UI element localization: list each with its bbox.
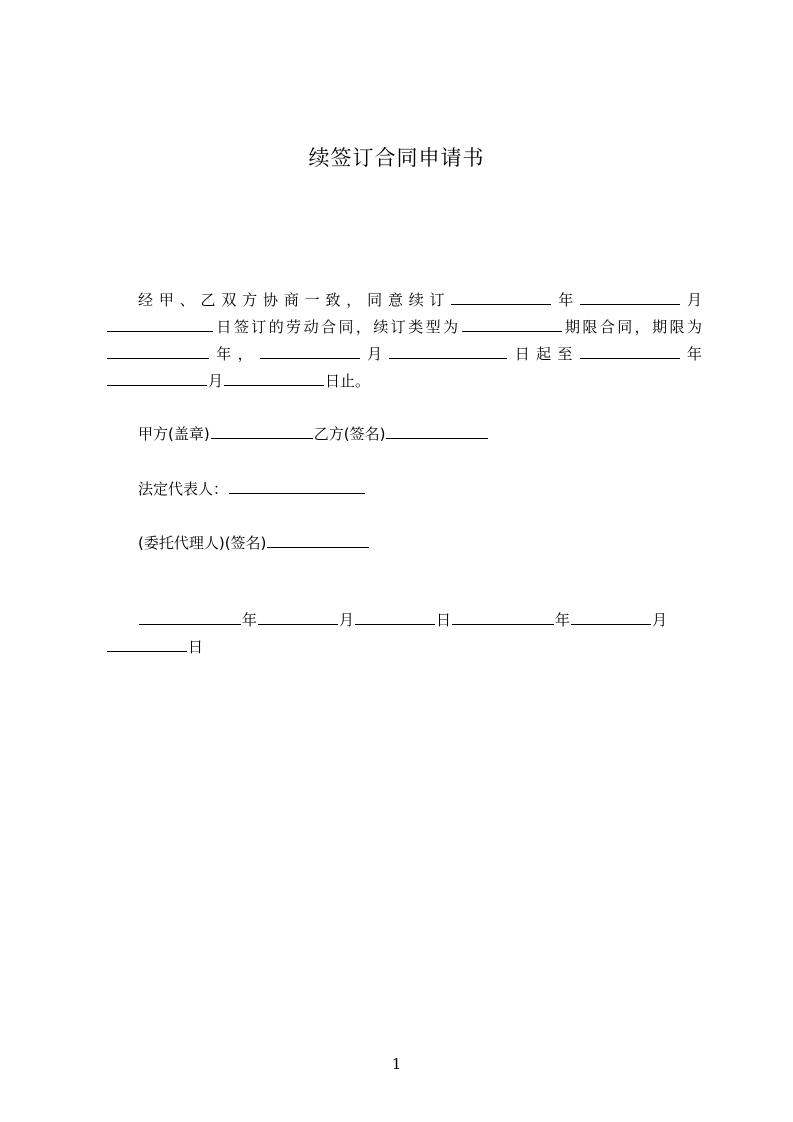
- contract-body-paragraph: [106, 287, 702, 395]
- agent-label: (委托代理人)(签名): [138, 534, 267, 552]
- party-b-label: 乙方(签名): [313, 425, 386, 443]
- signed-text: 日签订的劳动合同，续订类型为: [214, 318, 461, 336]
- end-year-label: 年: [680, 345, 702, 363]
- party-b-year-label: 年: [555, 611, 571, 629]
- signing-dates: [106, 607, 702, 661]
- intro-text: 经甲、乙双方协商一致，同意续订: [138, 291, 451, 309]
- party-b-signature-blank[interactable]: [386, 423, 488, 439]
- start-month-label: 月: [360, 345, 389, 363]
- party-b-month-blank[interactable]: [571, 609, 651, 625]
- start-day-blank[interactable]: [389, 343, 507, 359]
- agent-signature-line: [138, 530, 370, 557]
- contract-type-blank[interactable]: [462, 316, 562, 332]
- party-a-year-blank[interactable]: [139, 609, 241, 625]
- legal-representative-blank[interactable]: [229, 478, 365, 494]
- month-label: 月: [681, 291, 702, 309]
- party-a-year-label: 年: [242, 611, 258, 629]
- document-title: 续签订合同申请书: [308, 146, 485, 170]
- term-contract-text: 期限合同，期限为: [562, 318, 702, 336]
- end-text: 日止。: [325, 372, 371, 390]
- start-month-blank[interactable]: [260, 343, 360, 359]
- from-text: 日起至: [508, 345, 579, 363]
- year-comma-label: 年，: [210, 345, 259, 363]
- party-signature-line: [138, 421, 489, 448]
- party-a-seal-blank[interactable]: [211, 423, 313, 439]
- party-a-label: 甲方(盖章): [138, 425, 210, 443]
- renewal-year-blank[interactable]: [451, 289, 551, 305]
- legal-representative-label: 法定代表人：: [138, 480, 229, 498]
- year-label: 年: [552, 291, 580, 309]
- end-year-blank[interactable]: [580, 343, 680, 359]
- party-a-day-label: 日: [436, 611, 452, 629]
- end-month-label: 月: [208, 372, 224, 390]
- party-a-month-blank[interactable]: [258, 609, 338, 625]
- agent-signature-blank[interactable]: [267, 532, 369, 548]
- end-month-blank[interactable]: [107, 370, 207, 386]
- party-b-year-blank[interactable]: [452, 609, 554, 625]
- party-b-month-label: 月: [652, 611, 668, 629]
- page-number: 1: [391, 1055, 402, 1073]
- party-a-day-blank[interactable]: [355, 609, 435, 625]
- party-a-month-label: 月: [339, 611, 355, 629]
- renewal-day-blank[interactable]: [107, 316, 213, 332]
- renewal-month-blank[interactable]: [580, 289, 680, 305]
- party-b-day-label: 日: [188, 638, 204, 656]
- legal-representative-line: [138, 476, 366, 503]
- party-b-day-blank[interactable]: [107, 636, 187, 652]
- end-day-blank[interactable]: [224, 370, 324, 386]
- term-length-blank[interactable]: [107, 343, 209, 359]
